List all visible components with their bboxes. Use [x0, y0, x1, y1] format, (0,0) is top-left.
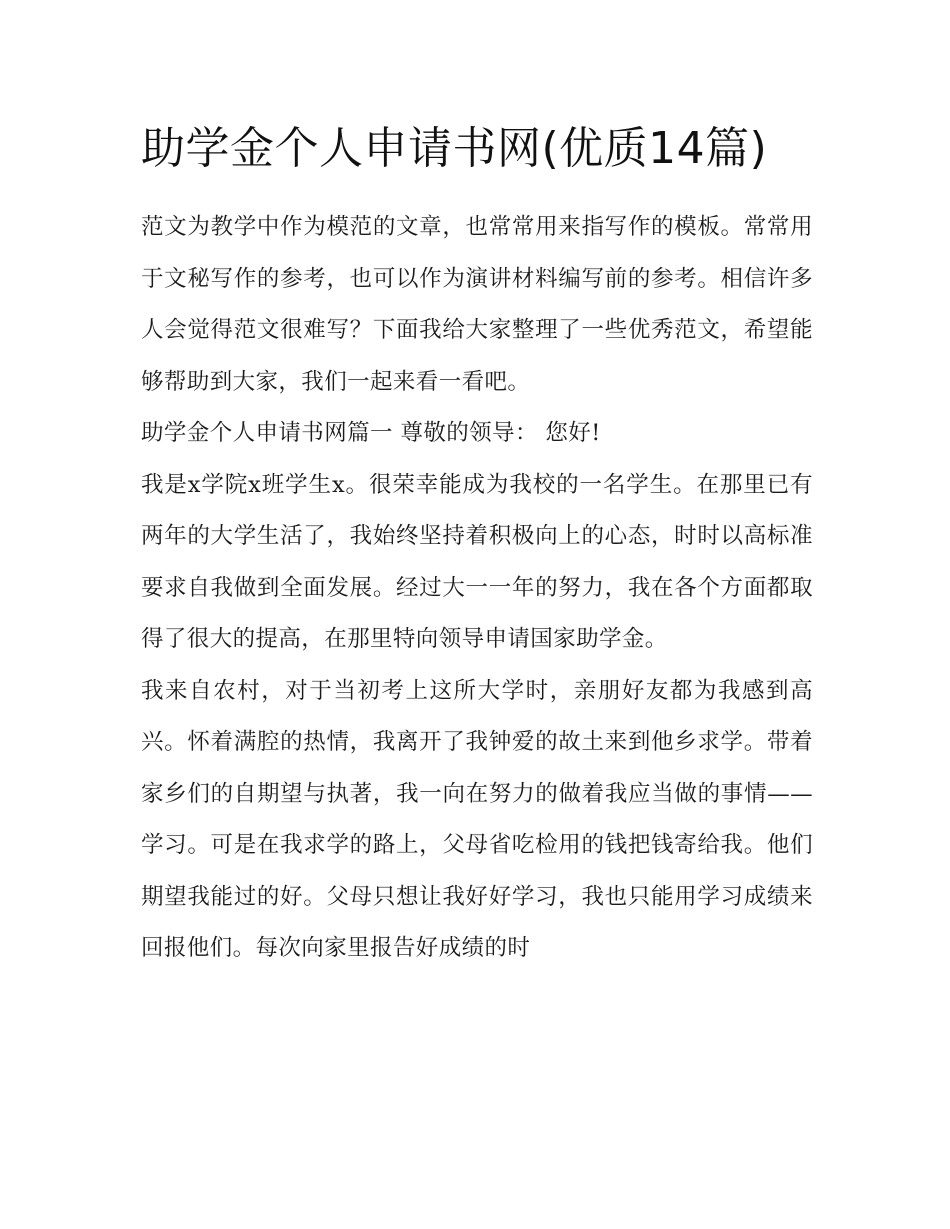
family-background-paragraph: 我来自农村，对于当初考上这所大学时，亲朋好友都为我感到高兴。怀着满腔的热情，我离开了我钟爱的故土来到他乡求学。带着家乡们的自期望与执著，我一向在努力的做着我应当做的事情——学习。可是在我求学的路上，父母省吃检用的钱把钱寄给我。他们期望我能过的好。父母只想让我好好学习，我也只能用学习成绩来回报他们。每次向家里报告好成绩的时 [141, 677, 813, 961]
self-introduction-paragraph: 我是x学院x班学生x。很荣幸能成为我校的一名学生。在那里已有两年的大学生活了，我始终坚持着积极向上的心态，时时以高标准要求自我做到全面发展。经过大一一年的努力，我在各个方面都取得了很大的提高，在那里特向领导申请国家助学金。 [141, 471, 813, 652]
salutation-paragraph: 助学金个人申请书网篇一 尊敬的领导： 您好! [141, 420, 601, 446]
document-page [141, 118, 813, 975]
document-body [141, 202, 813, 975]
document-title: 助学金个人申请书网(优质14篇) [141, 123, 768, 174]
intro-paragraph: 范文为教学中作为模范的文章，也常常用来指写作的模板。常常用于文秘写作的参考，也可以作为演讲材料编写前的参考。相信许多人会觉得范文很难写？下面我给大家整理了一些优秀范文，希望能够帮助到大家，我们一起来看一看吧。 [141, 214, 813, 395]
